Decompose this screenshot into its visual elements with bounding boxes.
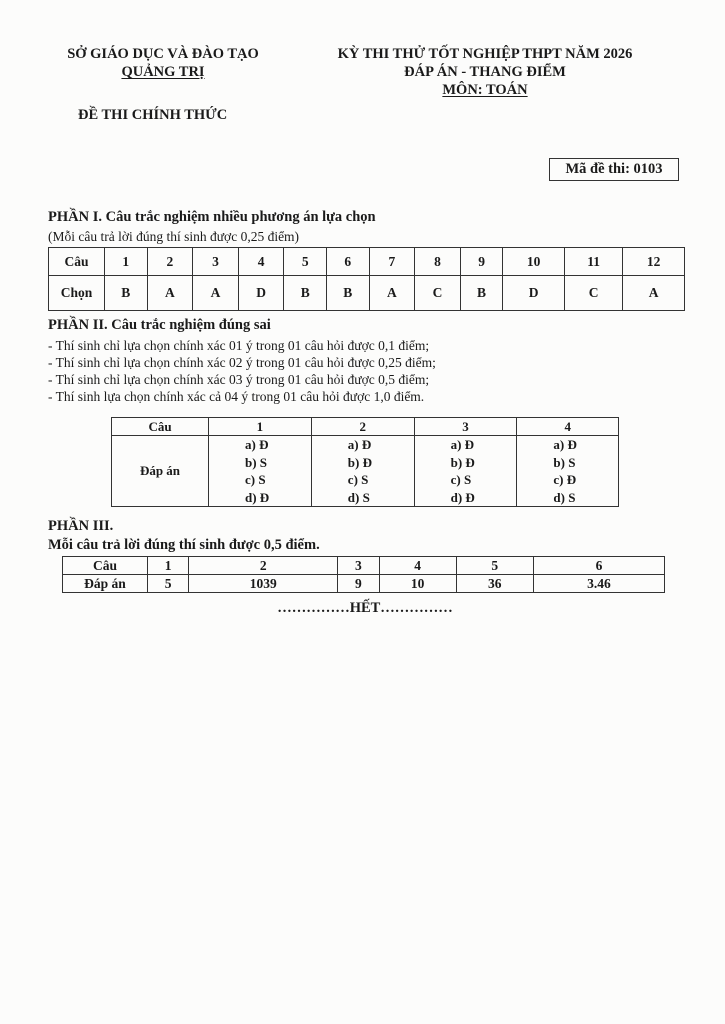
part1-q-11: 11 bbox=[564, 248, 622, 276]
part2-a-1: a) Đ b) S c) S d) Đ bbox=[209, 436, 312, 507]
part3-a-3: 9 bbox=[338, 575, 379, 593]
part1-row-header: Câu bbox=[49, 248, 105, 276]
part2-rule: - Thí sinh lựa chọn chính xác cả 04 ý trong 01 câu hỏi được 1,0 điểm. bbox=[48, 389, 425, 404]
part1-a-4: D bbox=[238, 276, 284, 311]
subject-title: MÔN: TOÁN bbox=[442, 82, 528, 98]
part3-a-4: 10 bbox=[379, 575, 456, 593]
part3-table bbox=[62, 556, 665, 593]
part1-a-1: B bbox=[105, 276, 148, 311]
part1-a-2: A bbox=[147, 276, 193, 311]
part3-header-row bbox=[63, 557, 665, 575]
part1-a-11: C bbox=[564, 276, 622, 311]
part2-title: PHẦN II. Câu trắc nghiệm đúng sai bbox=[48, 317, 271, 333]
part1-q-10: 10 bbox=[503, 248, 565, 276]
part1-a-8: C bbox=[415, 276, 461, 311]
part2-table bbox=[111, 417, 619, 507]
part2-q-1: 1 bbox=[209, 418, 312, 436]
part1-answer-row bbox=[49, 276, 685, 311]
part1-q-3: 3 bbox=[193, 248, 239, 276]
part2-q-3: 3 bbox=[414, 418, 517, 436]
part1-q-12: 12 bbox=[623, 248, 685, 276]
department-name: SỞ GIÁO DỤC VÀ ĐÀO TẠO QUẢNG TRỊ bbox=[67, 46, 259, 80]
part2-answer-row bbox=[112, 436, 619, 507]
part1-note: (Mỗi câu trả lời đúng thí sinh được 0,25 điểm) bbox=[48, 229, 300, 244]
part3-a-1: 5 bbox=[148, 575, 189, 593]
part1-table bbox=[48, 247, 685, 311]
part1-a-3: A bbox=[193, 276, 239, 311]
answer-title: ĐÁP ÁN - THANG ĐIỂM bbox=[404, 64, 566, 80]
part2-q-2: 2 bbox=[311, 418, 414, 436]
end-marker: ……………HẾT…………… bbox=[277, 600, 453, 616]
part3-q-1: 1 bbox=[148, 557, 189, 575]
part3-q-5: 5 bbox=[456, 557, 533, 575]
part3-row-answer: Đáp án bbox=[63, 575, 148, 593]
part1-q-9: 9 bbox=[460, 248, 503, 276]
part1-a-6: B bbox=[326, 276, 369, 311]
part1-q-6: 6 bbox=[326, 248, 369, 276]
part1-q-4: 4 bbox=[238, 248, 284, 276]
exam-title-block bbox=[300, 46, 670, 99]
part2-rule: - Thí sinh chỉ lựa chọn chính xác 01 ý trong 01 câu hỏi được 0,1 điểm; bbox=[48, 338, 430, 353]
part1-q-7: 7 bbox=[369, 248, 415, 276]
exam-code-box: Mã đề thi: 0103 bbox=[549, 158, 679, 181]
part1-a-9: B bbox=[460, 276, 503, 311]
part2-a-2: a) Đ b) Đ c) S d) S bbox=[311, 436, 414, 507]
part1-q-5: 5 bbox=[284, 248, 327, 276]
part2-row-header: Câu bbox=[112, 418, 209, 436]
part1-title: PHẦN I. Câu trắc nghiệm nhiều phương án lựa chọn bbox=[48, 209, 376, 225]
part2-a-4: a) Đ b) S c) Đ d) S bbox=[517, 436, 619, 507]
part2-rules bbox=[48, 337, 436, 405]
part1-row-answer: Chọn bbox=[49, 276, 105, 311]
part3-q-2: 2 bbox=[189, 557, 338, 575]
official-label: ĐỀ THI CHÍNH THỨC bbox=[78, 107, 228, 123]
part1-a-12: A bbox=[623, 276, 685, 311]
part2-row-answer: Đáp án bbox=[112, 436, 209, 507]
part3-q-4: 4 bbox=[379, 557, 456, 575]
part1-a-5: B bbox=[284, 276, 327, 311]
part1-a-10: D bbox=[503, 276, 565, 311]
part1-header-row bbox=[49, 248, 685, 276]
part3-q-3: 3 bbox=[338, 557, 379, 575]
part3-row-header: Câu bbox=[63, 557, 148, 575]
part2-a-3: a) Đ b) Đ c) S d) Đ bbox=[414, 436, 517, 507]
part1-q-2: 2 bbox=[147, 248, 193, 276]
part2-q-4: 4 bbox=[517, 418, 619, 436]
part3-q-6: 6 bbox=[533, 557, 664, 575]
exam-title: KỲ THI THỬ TỐT NGHIỆP THPT NĂM 2026 bbox=[337, 46, 633, 62]
part3-a-5: 36 bbox=[456, 575, 533, 593]
part2-rule: - Thí sinh chỉ lựa chọn chính xác 03 ý trong 01 câu hỏi được 0,5 điểm; bbox=[48, 372, 430, 387]
part1-q-1: 1 bbox=[105, 248, 148, 276]
part3-title: PHẦN III. bbox=[48, 518, 114, 534]
part3-a-2: 1039 bbox=[189, 575, 338, 593]
part1-q-8: 8 bbox=[415, 248, 461, 276]
part3-answer-row bbox=[63, 575, 665, 593]
part1-a-7: A bbox=[369, 276, 415, 311]
part2-header-row bbox=[112, 418, 619, 436]
part3-note: Mỗi câu trả lời đúng thí sinh được 0,5 điểm. bbox=[48, 537, 320, 553]
part3-a-6: 3.46 bbox=[533, 575, 664, 593]
part2-rule: - Thí sinh chỉ lựa chọn chính xác 02 ý trong 01 câu hỏi được 0,25 điểm; bbox=[48, 355, 436, 370]
